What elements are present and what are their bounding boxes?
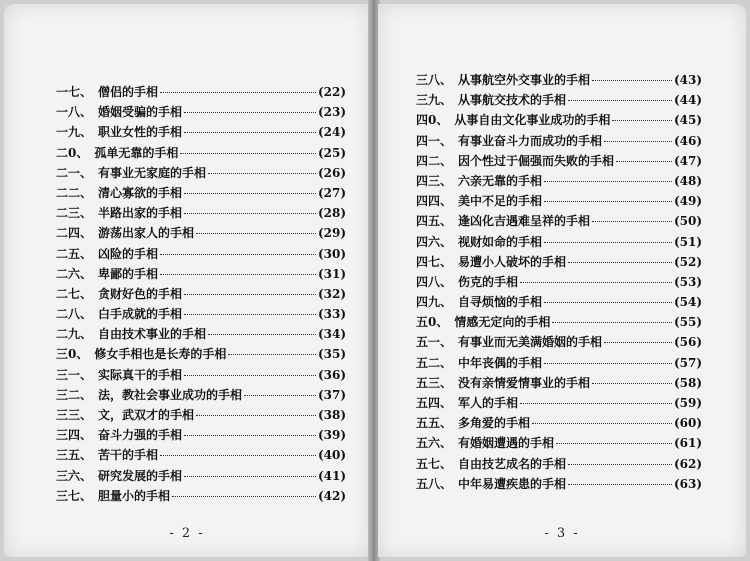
toc-entry-title: 职业女性的手相 (98, 125, 183, 140)
toc-entry-page: (49) (673, 194, 702, 209)
toc-entry-page: (42) (317, 488, 346, 503)
toc-entry (56, 466, 346, 486)
toc-entry-title: 僧侣的手相 (98, 85, 159, 99)
dot-leader (184, 213, 316, 214)
toc-entry (56, 324, 346, 344)
toc-entry (56, 344, 346, 364)
toc-entry (416, 373, 702, 393)
toc-entry (56, 102, 346, 122)
toc-entry-page: (52) (673, 254, 702, 269)
toc-entry-number: 五0、 (416, 315, 449, 330)
toc-entry-title: 中年易遭疾患的手相 (458, 476, 567, 491)
toc-entry-number: 三三、 (56, 408, 93, 422)
toc-entry-number: 三一、 (56, 367, 93, 382)
toc-entry (56, 365, 346, 385)
toc-entry-number: 四五、 (416, 214, 453, 229)
dot-leader (532, 423, 672, 424)
toc-entry-title: 卑鄙的手相 (98, 266, 159, 281)
dot-leader (544, 201, 672, 202)
toc-entry-number: 五一、 (416, 335, 453, 350)
toc-entry (416, 151, 702, 171)
dot-leader (568, 262, 672, 263)
toc-entry-number: 三二、 (56, 387, 93, 402)
toc-entry-title: 孤单无靠的手相 (94, 145, 179, 160)
dot-leader (592, 383, 672, 384)
toc-entry (416, 474, 702, 494)
toc-entry-page: (31) (317, 266, 346, 281)
toc-entry-title: 白手成就的手相 (98, 307, 183, 322)
toc-entry-title: 有婚姻遭遇的手相 (458, 436, 555, 451)
toc-entry-title: 从事自由文化事业成功的手相 (454, 113, 611, 128)
toc-entry-page: (33) (317, 307, 346, 322)
toc-entry-title: 视财如命的手相 (458, 234, 543, 249)
toc-entry-page: (36) (317, 367, 346, 382)
toc-entry-number: 二一、 (56, 165, 93, 180)
toc-entry-title: 多角爱的手相 (458, 416, 531, 431)
dot-leader (568, 484, 672, 485)
toc-entry-page: (58) (673, 375, 702, 390)
toc-entry-number: 二三、 (56, 206, 93, 221)
dot-leader (180, 153, 316, 154)
toc-entry-page: (40) (317, 448, 346, 463)
dot-leader (172, 496, 316, 497)
toc-entry-page: (28) (317, 206, 346, 221)
dot-leader (244, 395, 316, 396)
toc-entry (416, 252, 702, 272)
dot-leader (208, 334, 316, 335)
toc-entry-title: 奋斗力强的手相 (98, 428, 183, 443)
dot-leader (544, 242, 672, 243)
toc-entry-page: (60) (673, 416, 702, 431)
toc-entry-title: 从事航交技术的手相 (458, 93, 567, 108)
toc-entry-number: 四0、 (416, 113, 449, 128)
dot-leader (604, 342, 672, 343)
toc-entry (416, 110, 702, 130)
dot-leader (184, 476, 316, 477)
toc-entry (56, 223, 346, 243)
toc-entry (56, 82, 346, 102)
toc-entry-page: (59) (673, 396, 702, 410)
toc-entry (56, 122, 346, 142)
toc-entry (416, 454, 702, 474)
toc-entry-number: 三五、 (56, 448, 93, 463)
toc-entry-title: 中年丧偶的手相 (458, 355, 543, 370)
toc-entry-page: (34) (317, 327, 346, 342)
toc-entry-number: 三0、 (56, 347, 89, 362)
toc-entry-number: 二四、 (56, 226, 93, 241)
toc-entry-title: 有事业无家庭的手相 (98, 165, 207, 180)
dot-leader (160, 254, 316, 255)
toc-entry (416, 272, 702, 292)
toc-entry-title: 半路出家的手相 (98, 206, 183, 221)
toc-entry-title: 伤克的手相 (458, 274, 519, 289)
toc-entry-title: 美中不足的手相 (458, 194, 543, 209)
right-page (378, 4, 746, 557)
dot-leader (520, 403, 672, 404)
toc-list-left (56, 82, 346, 506)
toc-entry (416, 171, 702, 191)
toc-entry-title: 修女手相也是长寿的手相 (94, 347, 227, 362)
toc-entry-number: 一八、 (56, 105, 93, 120)
dot-leader (616, 161, 672, 162)
toc-list-right (416, 70, 702, 494)
dot-leader (544, 181, 672, 182)
toc-entry-page: (38) (317, 408, 346, 422)
dot-leader (552, 322, 672, 323)
toc-entry-number: 五八、 (416, 476, 453, 491)
toc-entry-page: (30) (317, 246, 346, 261)
dot-leader (604, 141, 672, 142)
dot-leader (544, 302, 672, 303)
toc-entry-number: 二八、 (56, 307, 93, 322)
toc-entry-number: 一七、 (56, 85, 93, 99)
toc-entry-page: (39) (317, 428, 346, 443)
dot-leader (612, 120, 672, 121)
toc-entry-title: 从事航空外交事业的手相 (458, 73, 591, 87)
toc-entry (416, 191, 702, 211)
dot-leader (184, 375, 316, 376)
toc-entry-title: 自寻烦恼的手相 (458, 295, 543, 310)
toc-entry-number: 五二、 (416, 355, 453, 370)
toc-entry-title: 实际真干的手相 (98, 367, 183, 382)
dot-leader (184, 193, 316, 194)
page-number-left: - 2 - (169, 526, 205, 541)
dot-leader (592, 221, 672, 222)
toc-entry-page: (47) (673, 153, 702, 168)
toc-entry (416, 70, 702, 90)
toc-entry-number: 五七、 (416, 456, 453, 471)
toc-entry-number: 四一、 (416, 133, 453, 148)
toc-entry-title: 有事业奋斗力而成功的手相 (458, 133, 603, 148)
toc-entry-title: 易遭小人破坏的手相 (458, 254, 567, 269)
toc-entry-title: 研究发展的手相 (98, 468, 183, 483)
toc-entry-page: (50) (673, 214, 702, 229)
toc-entry-page: (61) (673, 436, 702, 451)
toc-entry (56, 284, 346, 304)
toc-entry-title: 婚姻受骗的手相 (98, 105, 183, 120)
toc-entry-title: 六亲无靠的手相 (458, 173, 543, 188)
toc-entry-title: 自由技术事业的手相 (98, 327, 207, 342)
dot-leader (160, 274, 316, 275)
dot-leader (196, 415, 316, 416)
toc-entry (416, 131, 702, 151)
toc-entry (416, 353, 702, 373)
toc-entry (56, 385, 346, 405)
toc-entry-title: 苦干的手相 (98, 448, 159, 463)
dot-leader (196, 233, 316, 234)
dot-leader (520, 282, 672, 283)
dot-leader (568, 464, 672, 465)
toc-entry (416, 90, 702, 110)
toc-entry-number: 三八、 (416, 73, 453, 87)
toc-entry-number: 五五、 (416, 416, 453, 431)
toc-entry (56, 163, 346, 183)
toc-entry-number: 四二、 (416, 153, 453, 168)
toc-entry-page: (22) (317, 85, 346, 99)
toc-entry-title: 清心寡欲的手相 (98, 185, 183, 200)
toc-entry-page: (46) (673, 133, 702, 148)
toc-entry-number: 二六、 (56, 266, 93, 281)
toc-entry (56, 445, 346, 465)
dot-leader (184, 294, 316, 295)
dot-leader (184, 132, 316, 133)
dot-leader (568, 100, 672, 101)
toc-entry-title: 胆量小的手相 (98, 488, 171, 503)
toc-entry-number: 五四、 (416, 396, 453, 410)
toc-entry-page: (57) (673, 355, 702, 370)
dot-leader (556, 443, 672, 444)
dot-leader (228, 354, 316, 355)
toc-entry (416, 393, 702, 413)
toc-entry-title: 有事业而无美满婚姻的手相 (458, 335, 603, 350)
toc-entry (56, 264, 346, 284)
toc-entry-title: 没有亲情爱情事业的手相 (458, 375, 591, 390)
toc-entry-number: 三七、 (56, 488, 93, 503)
toc-entry-number: 五三、 (416, 375, 453, 390)
toc-entry-title: 文，武双才的手相 (98, 408, 195, 422)
toc-entry-page: (45) (673, 113, 702, 128)
toc-entry-title: 军人的手相 (458, 396, 519, 410)
toc-entry-number: 三四、 (56, 428, 93, 443)
dot-leader (544, 363, 672, 364)
toc-entry (416, 433, 702, 453)
toc-entry-page: (55) (673, 315, 702, 330)
toc-entry-page: (63) (673, 476, 702, 491)
toc-entry (56, 183, 346, 203)
toc-entry-page: (25) (317, 145, 346, 160)
toc-entry (56, 203, 346, 223)
toc-entry-number: 四七、 (416, 254, 453, 269)
dot-leader (208, 173, 316, 174)
toc-entry-title: 凶险的手相 (98, 246, 159, 261)
toc-entry (416, 413, 702, 433)
toc-entry-page: (24) (317, 125, 346, 140)
dot-leader (184, 314, 316, 315)
toc-entry-title: 逢凶化吉遇难呈祥的手相 (458, 214, 591, 229)
page-number-right: - 3 - (544, 526, 580, 541)
dot-leader (592, 80, 672, 81)
toc-entry-title: 贪财好色的手相 (98, 286, 183, 301)
toc-entry-page: (44) (673, 93, 702, 108)
toc-entry-number: 二九、 (56, 327, 93, 342)
toc-entry-number: 一九、 (56, 125, 93, 140)
left-page (4, 4, 370, 557)
toc-entry-number: 四八、 (416, 274, 453, 289)
toc-entry-title: 游荡出家人的手相 (98, 226, 195, 241)
toc-entry-page: (62) (673, 456, 702, 471)
toc-entry-number: 四九、 (416, 295, 453, 310)
toc-entry-title: 自由技艺成名的手相 (458, 456, 567, 471)
toc-entry-page: (37) (317, 387, 346, 402)
dot-leader (184, 112, 316, 113)
toc-entry-number: 四四、 (416, 194, 453, 209)
toc-entry (56, 304, 346, 324)
toc-entry-number: 二七、 (56, 286, 93, 301)
toc-entry-number: 四六、 (416, 234, 453, 249)
toc-entry (416, 211, 702, 231)
toc-entry (416, 232, 702, 252)
toc-entry-page: (26) (317, 165, 346, 180)
toc-entry (56, 486, 346, 506)
toc-entry (56, 425, 346, 445)
dot-leader (160, 455, 316, 456)
toc-entry-title: 法，教社会事业成功的手相 (98, 387, 243, 402)
toc-entry-page: (54) (673, 295, 702, 310)
toc-entry-number: 五六、 (416, 436, 453, 451)
dot-leader (160, 92, 316, 93)
toc-entry-page: (23) (317, 105, 346, 120)
toc-entry-number: 二二、 (56, 185, 93, 200)
toc-entry-page: (53) (673, 274, 702, 289)
toc-entry-title: 情感无定向的手相 (454, 315, 551, 330)
toc-entry-page: (35) (317, 347, 346, 362)
toc-entry (416, 312, 702, 332)
toc-entry-number: 三九、 (416, 93, 453, 108)
toc-entry-title: 因个性过于倔强而失败的手相 (458, 153, 615, 168)
toc-entry (56, 143, 346, 163)
toc-entry-number: 三六、 (56, 468, 93, 483)
toc-entry-page: (56) (673, 335, 702, 350)
toc-entry-number: 二五、 (56, 246, 93, 261)
toc-entry (416, 332, 702, 352)
toc-entry-page: (29) (317, 226, 346, 241)
toc-entry-page: (43) (673, 73, 702, 87)
toc-entry-page: (27) (317, 185, 346, 200)
toc-entry-number: 四三、 (416, 173, 453, 188)
toc-entry (56, 405, 346, 425)
toc-entry-page: (48) (673, 173, 702, 188)
toc-entry-page: (51) (673, 234, 702, 249)
toc-entry-number: 二0、 (56, 145, 89, 160)
dot-leader (184, 435, 316, 436)
toc-entry (416, 292, 702, 312)
toc-entry-page: (32) (317, 286, 346, 301)
toc-entry (56, 244, 346, 264)
toc-entry-page: (41) (317, 468, 346, 483)
